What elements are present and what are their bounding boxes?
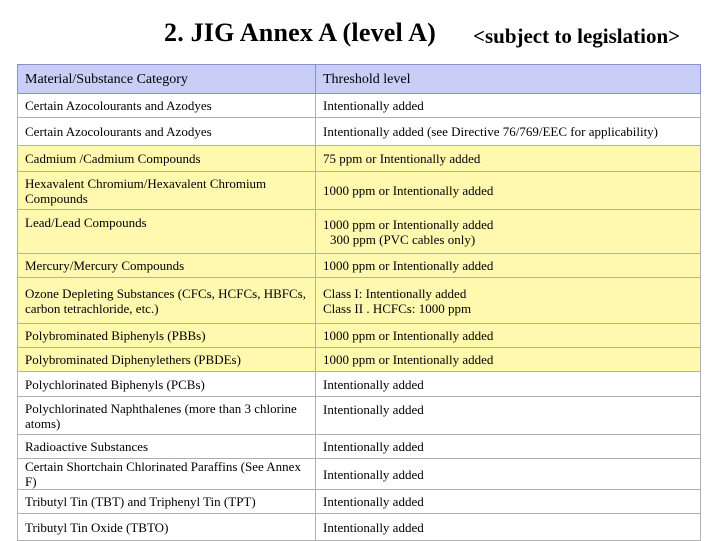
table-row — [18, 372, 701, 397]
cell-threshold: Intentionally added — [316, 94, 701, 118]
cell-threshold: Intentionally added — [316, 459, 701, 490]
title-subtitle: <subject to legislation> — [473, 24, 681, 48]
cell-threshold: 75 ppm or Intentionally added — [316, 146, 701, 172]
table-row — [18, 94, 701, 118]
table-row — [18, 278, 701, 324]
cell-category: Lead/Lead Compounds — [18, 210, 316, 254]
table-row — [18, 324, 701, 348]
substance-table — [17, 64, 701, 541]
cell-category: Radioactive Substances — [18, 435, 316, 459]
table-row — [18, 348, 701, 372]
threshold-line: Class I: Intentionally added — [323, 285, 467, 301]
threshold-line: 300 ppm (PVC cables only) — [330, 231, 476, 247]
cell-category: Cadmium /Cadmium Compounds — [18, 146, 316, 172]
cell-threshold: Intentionally added — [316, 435, 701, 459]
cell-threshold: 1000 ppm or Intentionally added — [316, 254, 701, 278]
cell-category: Certain Azocolourants and Azodyes — [18, 118, 316, 146]
cell-threshold: Intentionally added — [316, 490, 701, 514]
header-threshold: Threshold level — [316, 65, 701, 94]
table-row — [18, 490, 701, 514]
table-row — [18, 514, 701, 541]
table-header-row — [18, 65, 701, 94]
cell-category: Polybrominated Diphenylethers (PBDEs) — [18, 348, 316, 372]
cell-category: Certain Azocolourants and Azodyes — [18, 94, 316, 118]
table-row — [18, 397, 701, 435]
cell-category: Polybrominated Biphenyls (PBBs) — [18, 324, 316, 348]
table-row — [18, 459, 701, 490]
cell-category: Polychlorinated Naphthalenes (more than 3 chlorine atoms) — [18, 397, 316, 435]
table-row — [18, 118, 701, 146]
cell-threshold: Intentionally added — [316, 514, 701, 541]
cell-category: Hexavalent Chromium/Hexavalent Chromium Compounds — [18, 172, 316, 210]
table-row — [18, 435, 701, 459]
cell-category: Certain Shortchain Chlorinated Paraffins (See Annex F) — [18, 459, 316, 490]
table-row — [18, 254, 701, 278]
threshold-line: 1000 ppm or Intentionally added — [323, 216, 494, 232]
cell-threshold — [316, 210, 701, 254]
cell-threshold: 1000 ppm or Intentionally added — [316, 324, 701, 348]
table-row — [18, 146, 701, 172]
cell-category: Polychlorinated Biphenyls (PCBs) — [18, 372, 316, 397]
title-main: 2. JIG Annex A (level A) — [164, 18, 437, 47]
cell-category: Tributyl Tin Oxide (TBTO) — [18, 514, 316, 541]
cell-threshold: Intentionally added (see Directive 76/769/EEC for applicability) — [316, 118, 701, 146]
header-category: Material/Substance Category — [18, 65, 316, 94]
table-row — [18, 172, 701, 210]
cell-category: Tributyl Tin (TBT) and Triphenyl Tin (TPT) — [18, 490, 316, 514]
table-row — [18, 210, 701, 254]
cell-threshold: 1000 ppm or Intentionally added — [316, 348, 701, 372]
cell-category: Mercury/Mercury Compounds — [18, 254, 316, 278]
cell-threshold: Intentionally added — [316, 372, 701, 397]
cell-threshold — [316, 278, 701, 324]
cell-threshold: 1000 ppm or Intentionally added — [316, 172, 701, 210]
threshold-line: Class II . HCFCs: 1000 ppm — [323, 300, 472, 316]
cell-category: Ozone Depleting Substances (CFCs, HCFCs, HBFCs, carbon tetrachloride, etc.) — [18, 278, 316, 324]
cell-threshold: Intentionally added — [316, 397, 701, 435]
